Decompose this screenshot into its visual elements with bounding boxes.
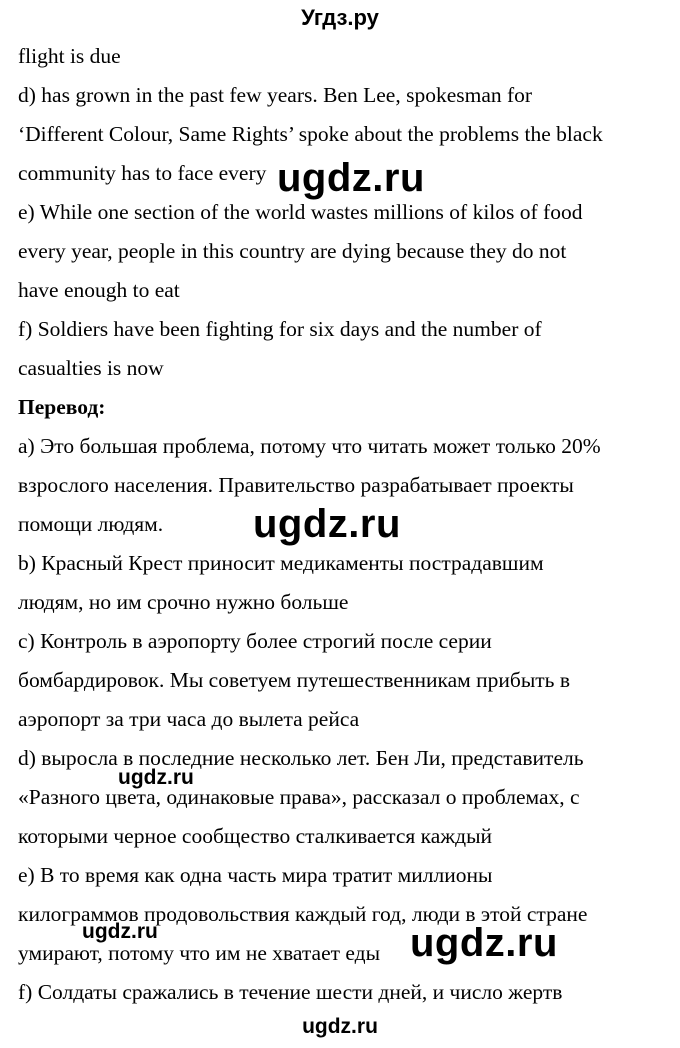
text-line: килограммов продовольствия каждый год, люди в этой стране [18, 902, 588, 926]
text-line: a) Это большая проблема, потому что читать может только 20% [18, 434, 601, 458]
text-line: b) Красный Крест приносит медикаменты пострадавшим [18, 551, 544, 575]
translation-heading: Перевод: [18, 395, 106, 419]
text-line: помощи людям. [18, 512, 164, 536]
watermark: ugdz.ru [410, 921, 558, 965]
watermark: ugdz.ru [118, 766, 194, 789]
text-line: ‘Different Colour, Same Rights’ spoke about the problems the black [18, 122, 603, 146]
watermark: ugdz.ru [253, 502, 401, 546]
text-line: d) выросла в последние несколько лет. Бен Ли, представитель [18, 746, 584, 770]
text-line: f) Soldiers have been fighting for six days and the number of [18, 317, 542, 341]
text-line: c) Контроль в аэропорту более строгий после серии [18, 629, 492, 653]
text-line: community has to face every [18, 161, 267, 185]
text-line: умирают, потому что им не хватает еды [18, 941, 381, 965]
text-line: flight is due [18, 44, 121, 68]
text-line: e) While one section of the world wastes millions of kilos of food [18, 200, 583, 224]
text-line: аэропорт за три часа до вылета рейса [18, 707, 360, 731]
text-line: «Разного цвета, одинаковые права», рассказал о проблемах, с [18, 785, 580, 809]
text-line: have enough to eat [18, 278, 180, 302]
text-line: которыми черное сообщество сталкивается каждый [18, 824, 493, 848]
text-line: бомбардировок. Мы советуем путешественникам прибыть в [18, 668, 570, 692]
site-title: Угдз.ру [301, 5, 379, 30]
text-line: взрослого населения. Правительство разрабатывает проекты [18, 473, 574, 497]
watermark: ugdz.ru [277, 156, 425, 200]
text-line: every year, people in this country are dying because they do not [18, 239, 567, 263]
text-line: людям, но им срочно нужно больше [18, 590, 349, 614]
text-line: d) has grown in the past few years. Ben Lee, spokesman for [18, 83, 533, 107]
text-line: f) Солдаты сражались в течение шести дней, и число жертв [18, 980, 563, 1004]
footer-watermark: ugdz.ru [302, 1015, 378, 1038]
text-line: e) В то время как одна часть мира тратит миллионы [18, 863, 493, 887]
text-line: casualties is now [18, 356, 164, 380]
watermark: ugdz.ru [82, 920, 158, 943]
